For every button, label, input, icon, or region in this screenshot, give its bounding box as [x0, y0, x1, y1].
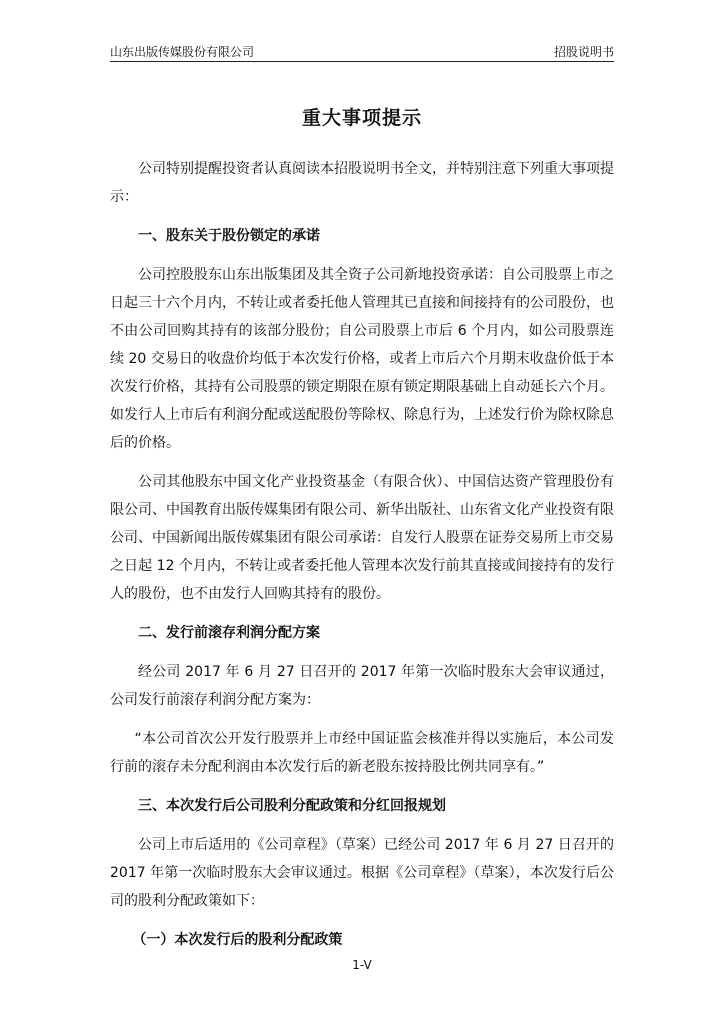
section-1-paragraph-1: 公司控股股东山东出版集团及其全资子公司新地投资承诺：自公司股票上市之日起三十六个月内，不转让或者委托他人管理其已直接和间接持有的公司股份，也不由公司回购其持有的该部分股份；自公司股票上市后 6 个月内，如公司股票连续 20 交易日的收盘价均低于本次发行价格，或者上市后六个月期末收盘价低于本次发行价格，其持有公司股票的锁定期限在原有锁定期限基础上自动延长六个月。如发行人上市后有利润分配或送配股份等除权、除息行为，上述发行价为除权除息后的价格。 — [110, 267, 614, 451]
header-company-name: 山东出版传媒股份有限公司 — [110, 45, 255, 59]
document-body — [110, 155, 614, 954]
section-2-heading: 二、发行前滚存利润分配方案 — [138, 625, 320, 641]
section-3-heading: 三、本次发行后公司股利分配政策和分红回报规划 — [138, 798, 446, 814]
section-2-quote: “本公司首次公开发行股票并上市经中国证监会核准并得以实施后，本公司发行前的滚存未分配利润由本次发行后的新老股东按持股比例共同享有。” — [110, 731, 614, 775]
section-2-paragraph-1: 经公司 2017 年 6 月 27 日召开的 2017 年第一次临时股东大会审议通过，公司发行前滚存利润分配方案为： — [110, 664, 614, 708]
page-header — [110, 43, 614, 62]
section-1-paragraph-2: 公司其他股东中国文化产业投资基金（有限合伙）、中国信达资产管理股份有限公司、中国教育出版传媒集团有限公司、新华出版社、山东省文化产业投资有限公司、中国新闻出版传媒集团有限公司承诺：自发行人股票在证券交易所上市交易之日起 12 个月内，不转让或者委托他人管理本次发行前其直接或间接持有的发行人的股份，也不由发行人回购其持有的股份。 — [110, 474, 614, 602]
page-number: 1-V — [352, 958, 372, 972]
section-3-sub-heading: （一）本次发行后的股利分配政策 — [132, 932, 343, 948]
section-1-heading: 一、股东关于股份锁定的承诺 — [138, 228, 320, 244]
intro-paragraph: 公司特别提醒投资者认真阅读本招股说明书全文，并特别注意下列重大事项提示： — [110, 161, 614, 205]
page-title: 重大事项提示 — [301, 107, 422, 129]
header-document-type: 招股说明书 — [553, 45, 614, 59]
section-3-paragraph-1: 公司上市后适用的《公司章程》（草案）已经公司 2017 年 6 月 27 日召开的 2017 年第一次临时股东大会审议通过。根据《公司章程》（草案），本次发行后公司的股利分配政策如下： — [110, 837, 614, 909]
